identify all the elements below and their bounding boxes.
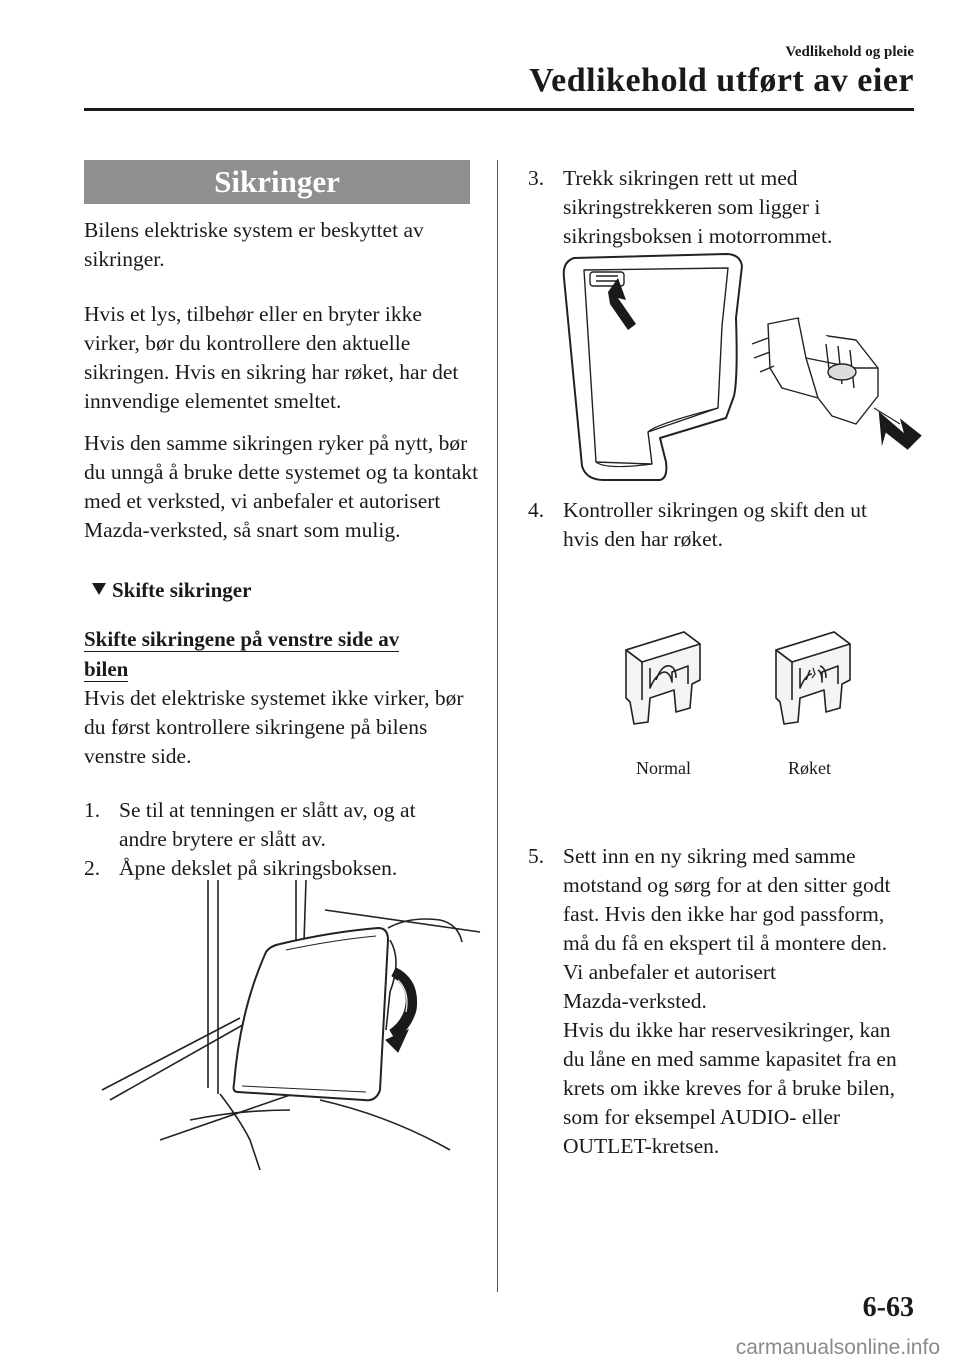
chapter-subtitle: Vedlikehold og pleie bbox=[785, 44, 914, 60]
fuse-puller-illustration bbox=[556, 248, 926, 488]
section-paragraph-1: Hvis et lys, tilbehør eller en bryter ikke virker, bør du kontrollere den aktuelle sikringen. Hvis en sikring har røket, har det innvendige elementet smeltet. bbox=[84, 302, 459, 413]
watermark-link[interactable]: carmanualsonline.info bbox=[735, 1336, 940, 1359]
subsection-heading: Skifte sikringer bbox=[92, 578, 251, 603]
triangle-marker-icon bbox=[92, 583, 106, 595]
subsection-intro: Hvis det elektriske systemet ikke virker, bør du først kontrollere sikringene på bilens venstre side. bbox=[84, 686, 464, 768]
fuse-box-cover-illustration bbox=[90, 880, 490, 1170]
chapter-title: Vedlikehold utført av eier bbox=[529, 62, 914, 99]
section-intro: Bilens elektriske system er beskyttet av sikringer. bbox=[84, 218, 424, 271]
step-5: 5. Sett inn en ny sikring med samme motstand og sørg for at den sitter godt fast. Hvis den ikke har god passform, må du få en ekspert til å montere den. Vi anbefaler et autorisert Mazda-verksted. Hvis du ikke har reservesikringer, kan du låne en med samme kapasitet fra en krets om ikke kreves for å bruke bilen, som for eksempel AUDIO- eller OUTLET-kretsen. bbox=[528, 844, 897, 1158]
normal-fuse-icon bbox=[620, 628, 710, 728]
column-divider bbox=[497, 160, 498, 1292]
section-banner: Sikringer bbox=[84, 160, 470, 204]
fuse-label-blown: Røket bbox=[788, 758, 831, 778]
blown-fuse-icon bbox=[770, 628, 860, 728]
section-paragraph-2: Hvis den samme sikringen ryker på nytt, bør du unngå å bruke dette systemet og ta kontakt med et verksted, vi anbefaler et autorisert Mazda-verksted, så snart som mulig. bbox=[84, 431, 479, 542]
fuse-label-normal: Normal bbox=[636, 758, 691, 778]
subsection-subtitle: Skifte sikringene på venstre side av bilen bbox=[84, 627, 400, 681]
page-number: 6-63 bbox=[862, 1292, 914, 1323]
header-rule bbox=[84, 108, 914, 111]
